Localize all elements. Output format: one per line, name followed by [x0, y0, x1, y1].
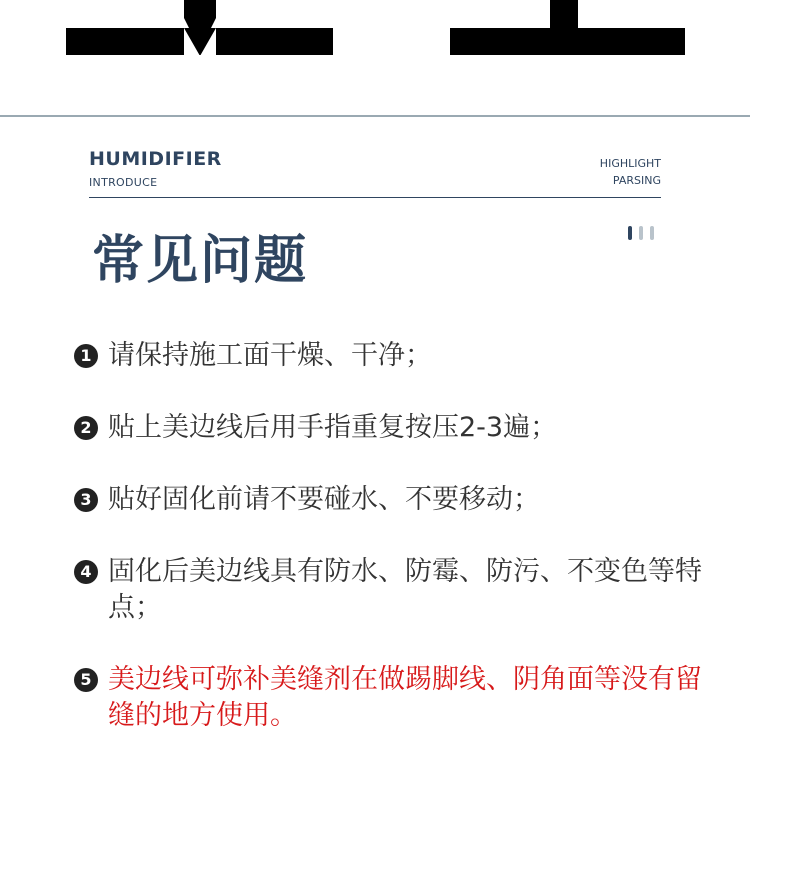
- highlight-label-line2: PARSING: [612, 174, 661, 187]
- header-graphic-right-bar: [450, 28, 685, 55]
- page-indicator: [628, 226, 654, 240]
- brand-title: HUMIDIFIER: [89, 148, 222, 170]
- faq-item: [74, 554, 714, 626]
- faq-text: 贴好固化前请不要碰水、不要移动；: [108, 484, 540, 515]
- faq-text: 贴上美边线后用手指重复按压2-3遍；: [108, 412, 558, 443]
- page-dot: [650, 226, 654, 240]
- page-dot-active: [628, 226, 632, 240]
- number-badge-icon: 3: [74, 488, 98, 512]
- highlight-label-line1: HIGHLIGHT: [599, 157, 661, 170]
- faq-text: 美边线可弥补美缝剂在做踢脚线、阴角面等没有留缝的地方使用。: [108, 664, 702, 731]
- faq-item-highlight: [74, 662, 714, 734]
- number-badge-icon: 1: [74, 344, 98, 368]
- brand-subtitle: INTRODUCE: [89, 176, 158, 189]
- header-graphic-notch: [170, 0, 230, 56]
- faq-item: [74, 410, 714, 446]
- header-graphic-right-stem: [550, 0, 578, 30]
- section-divider: [0, 115, 750, 117]
- faq-text: 固化后美边线具有防水、防霉、防污、不变色等特点；: [108, 556, 702, 623]
- page-title: 常见问题: [92, 231, 309, 291]
- header-underline: [89, 197, 661, 198]
- faq-item: [74, 482, 714, 518]
- number-badge-icon: 4: [74, 560, 98, 584]
- number-badge-icon: 5: [74, 668, 98, 692]
- faq-item: [74, 338, 714, 374]
- number-badge-icon: 2: [74, 416, 98, 440]
- page-dot: [639, 226, 643, 240]
- faq-text: 请保持施工面干燥、干净；: [108, 340, 432, 371]
